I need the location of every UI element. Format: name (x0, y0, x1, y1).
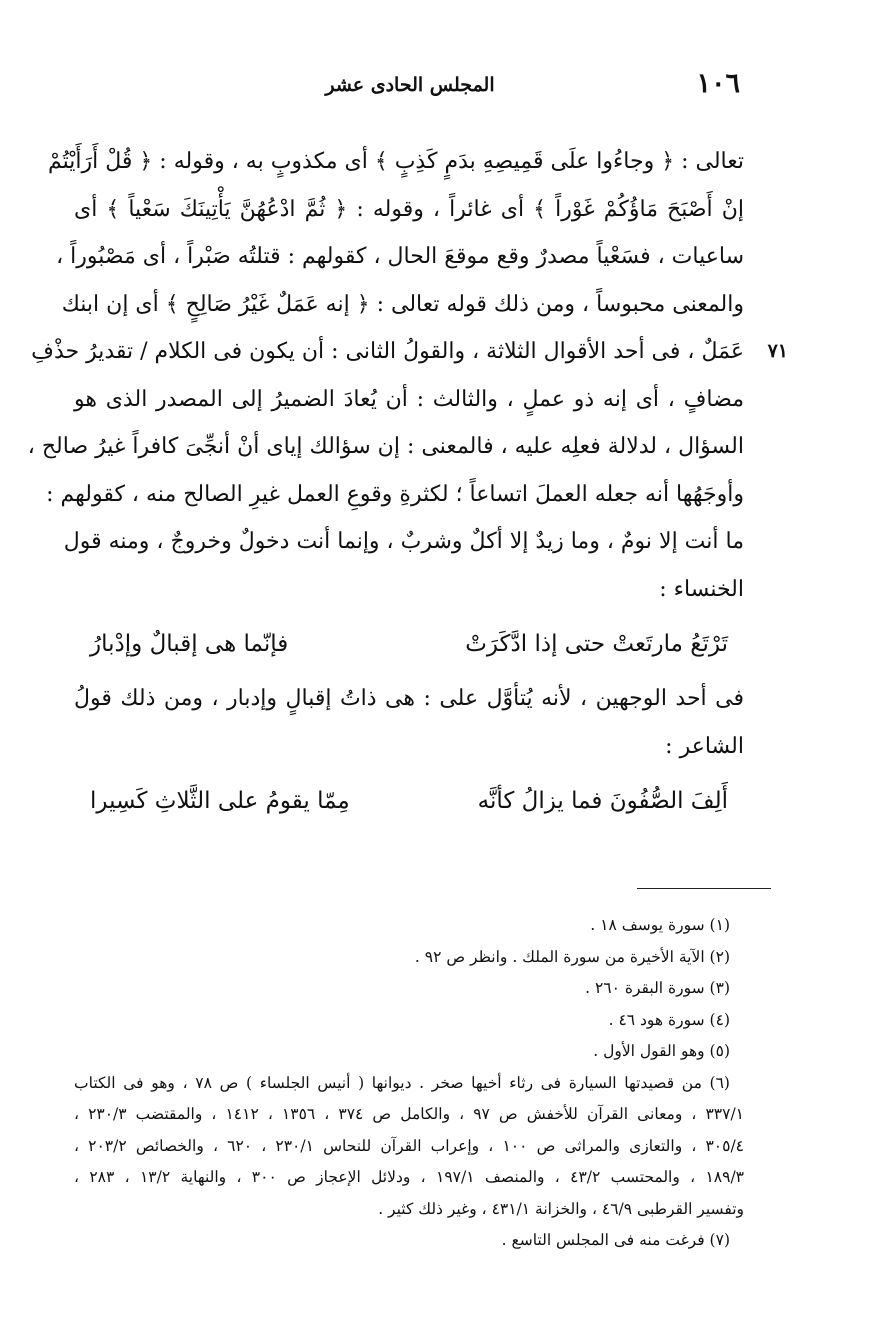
footnote: (٢) الآية الأخيرة من سورة الملك . وانظر ص ٩٢ . (414, 947, 730, 966)
verse-second-hemistich: فإنّما هى إقبالٌ وإدْبارُ (90, 631, 289, 657)
text-line: ما أنت إلا نومٌ ، وما زيدٌ إلا أكلٌ وشربٌ ، وإنما أنت دخولٌ وخروجٌ ، ومنه قول (63, 529, 744, 554)
text-line: إنْ أَصْبَحَ مَاؤُكُمْ غَوْراً ﴾ أى غائراً ، وقوله : ﴿ ثُمَّ ادْعُهُنَّ يَأْتِينَكَ سَعْياً ﴾ أى (74, 196, 744, 222)
text-line: وأوجَهُها أنه جعله العملَ اتساعاً ؛ لكثرةِ وقوعِ العمل غيرِ الصالح منه ، كقولهم : (46, 481, 744, 507)
running-title: المجلس الحادى عشر (325, 74, 495, 96)
margin-page-marker: ٧١ (767, 340, 788, 362)
footnote-continuation: ٣٠٥/٤ ، والتعازى والمراثى ص ١٠٠ ، وإعراب القرآن للنحاس ٢٣٠/١ ، ٦٢٠ ، والخصائص ٢٠٣/٢ ، (74, 1136, 745, 1155)
verse-first-hemistich: تَرْتَعُ مارتَعتْ حتى إذا ادَّكَرَتْ (465, 631, 728, 657)
text-line: فى أحد الوجهين ، لأنه يُتأوَّل على : هى ذاتُ إقبالٍ وإدبار ، ومن ذلك قولُ (74, 686, 744, 711)
main-text (27, 138, 788, 832)
poetry-verse (74, 770, 744, 832)
footnote: (١) سورة يوسف ١٨ . (590, 916, 730, 934)
text-line: عَمَلٌ ، فى أحد الأقوال الثلاثة ، والقولُ الثانى : أن يكون فى الكلام / تقديرُ حذْفِ (31, 339, 744, 364)
text-line: الشاعر : (665, 733, 744, 759)
text-line: الخنساء : (659, 576, 744, 602)
text-line: تعالى : ﴿ وجاءُوا علَى قَمِيصِهِ بدَمٍ كَذِبٍ ﴾ أى مكذوبٍ به ، وقوله : ﴿ قُلْ أَرَأَيْتُمْ (48, 149, 744, 174)
text-line: ساعيات ، فسَعْياً مصدرٌ وقع موقعَ الحال ، كقولهم : قتلتُه صَبْراً ، أى مَصْبُوراً ، (56, 244, 744, 269)
text-line: مضافٍ ، أى إنه ذو عملٍ ، والثالث : أن يُعادَ الضميرُ إلى المصدر الذى هو (74, 386, 744, 412)
footnote: (٧) فرغت منه فى المجلس التاسع . (501, 1231, 730, 1249)
footnote-continuation: ١٨٩/٣ ، والمحتسب ٤٣/٢ ، والمنصف ١٩٧/١ ، ودلائل الإعجاز ص ٣٠٠ ، والنهاية ١٣/٢ ، ٢٨٣ ، (74, 1168, 745, 1186)
text-line: والمعنى محبوساً ، ومن ذلك قوله تعالى : ﴿ إنه عَمَلٌ غَيْرُ صَالِحٍ ﴾ أى إن ابنك (61, 291, 744, 317)
verse-second-hemistich: مِمّا يقومُ على الثَّلاثِ كَسِيرا (90, 788, 350, 814)
text-line: السؤال ، لدلالة فعلِه عليه ، فالمعنى : إن سؤالك إياى أنْ أنجِّىَ كافراً غيرُ صالح ، (27, 434, 744, 459)
verse-first-hemistich: أَلِفَ الصُّفُونَ فما يزالُ كأنَّه (477, 788, 728, 814)
text-line-with-marker (31, 328, 788, 376)
page-header (80, 68, 740, 108)
footnote-divider (637, 888, 771, 889)
poetry-verse (74, 613, 744, 675)
footnote-continuation: ٣٣٧/١ ، ومعانى القرآن للأخفش ص ٩٧ ، والكامل ص ٣٧٤ ، ١٣٥٦ ، ١٤١٢ ، والمقتضب ٢٣٠/٣ ، (74, 1105, 745, 1123)
footnote: (٦) من قصيدتها السيارة فى رثاء أخيها صخر . ديوانها ( أنيس الجلساء ) ص ٧٨ ، وهو فى الكتاب (74, 1073, 730, 1092)
footnote: (٤) سورة هود ٤٦ . (608, 1010, 730, 1029)
footnotes (74, 910, 744, 1257)
footnote-continuation: وتفسير القرطبى ٤٦/٩ ، والخزانة ٤٣١/١ ، وغير ذلك كثير . (378, 1199, 744, 1218)
footnote: (٥) وهو القول الأول . (593, 1042, 730, 1060)
footnote: (٣) سورة البقرة ٢٦٠ . (585, 979, 730, 997)
page-number: ١٠٦ (696, 68, 740, 99)
